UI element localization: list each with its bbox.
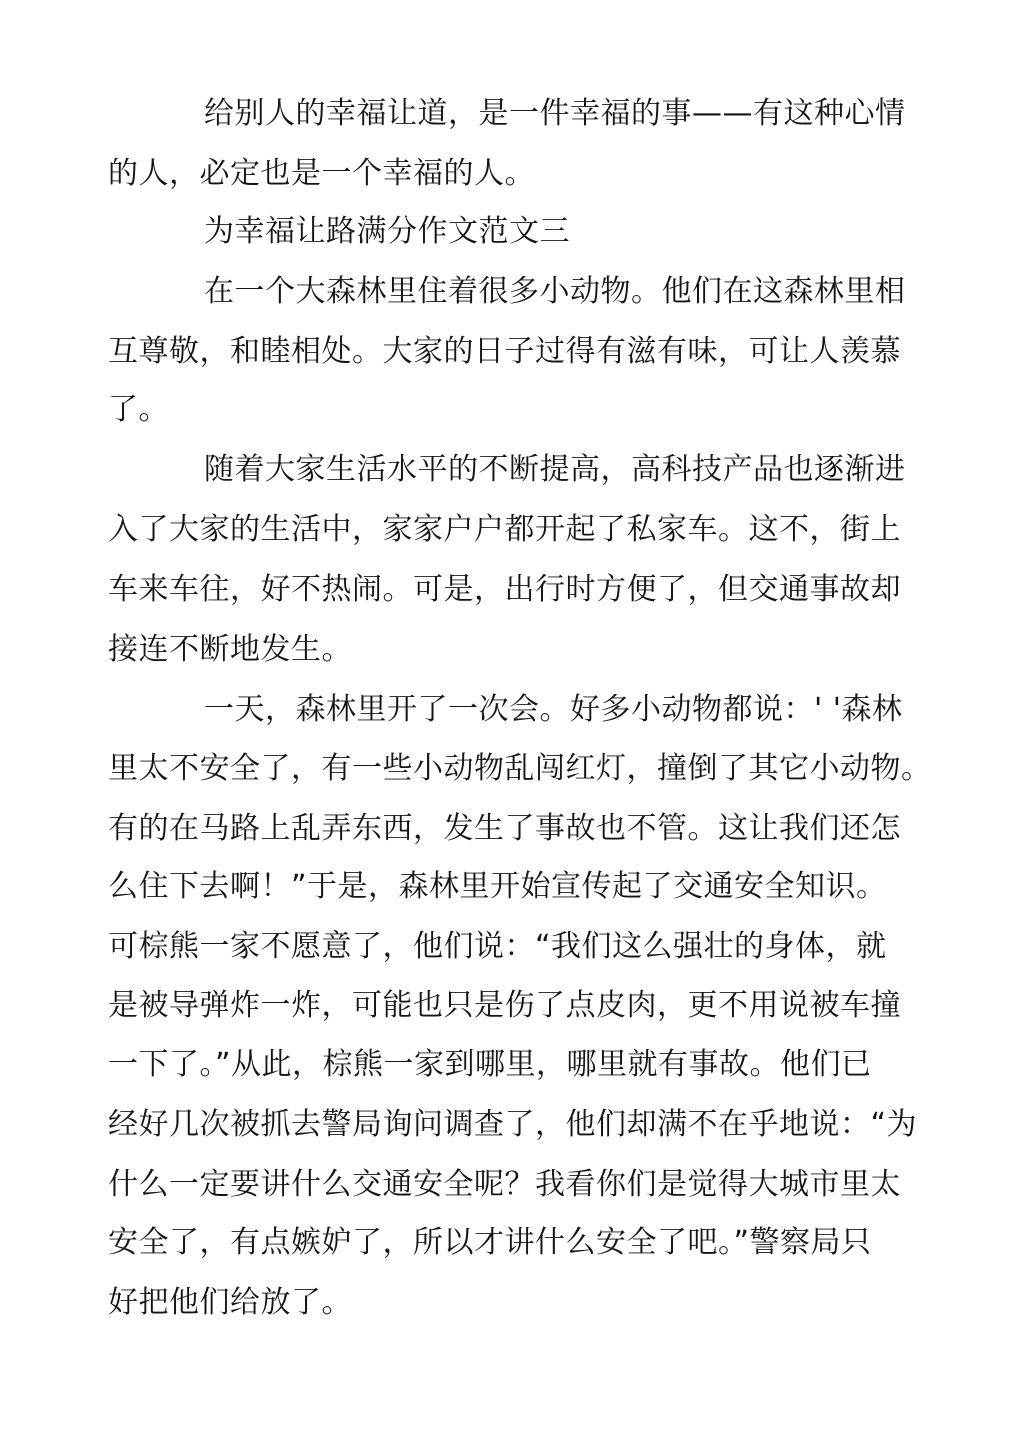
text-line: 有的在马路上乱弄东西，发生了事故也不管。这让我们还怎 bbox=[108, 811, 901, 846]
section-heading: 为幸福让路满分作文范文三 bbox=[204, 214, 570, 249]
text-line: 接连不断地发生。 bbox=[108, 632, 352, 667]
text-line: 的人，必定也是一个幸福的人。 bbox=[108, 156, 535, 191]
text-line: 是被导弹炸一炸，可能也只是伤了点皮肉，更不用说被车撞 bbox=[108, 988, 901, 1023]
text-line: 在一个大森林里住着很多小动物。他们在这森林里相 bbox=[204, 274, 906, 309]
text-line: 了。 bbox=[108, 392, 169, 427]
text-line: 可棕熊一家不愿意了，他们说：“我们这么强壮的身体，就 bbox=[108, 929, 887, 964]
text-line: 么住下去啊！”于是，森林里开始宣传起了交通安全知识。 bbox=[108, 869, 887, 904]
text-line: 随着大家生活水平的不断提高，高科技产品也逐渐进 bbox=[204, 452, 906, 487]
text-line: 互尊敬，和睦相处。大家的日子过得有滋有味，可让人羡慕 bbox=[108, 334, 901, 369]
text-line: 什么一定要讲什么交通安全呢？我看你们是觉得大城市里太 bbox=[108, 1167, 901, 1202]
text-line: 里太不安全了，有一些小动物乱闯红灯，撞倒了其它小动物。 bbox=[108, 751, 932, 786]
text-line: 车来车往，好不热闹。可是，出行时方便了，但交通事故却 bbox=[108, 572, 901, 607]
text-line: 入了大家的生活中，家家户户都开起了私家车。这不，街上 bbox=[108, 512, 901, 547]
text-line: 安全了，有点嫉妒了，所以才讲什么安全了吧。”警察局只 bbox=[108, 1225, 872, 1260]
text-line: 好把他们给放了。 bbox=[108, 1285, 352, 1320]
text-line: 经好几次被抓去警局询问调查了，他们却满不在乎地说：“为 bbox=[108, 1107, 918, 1142]
text-line: 给别人的幸福让道，是一件幸福的事——有这种心情 bbox=[204, 96, 906, 131]
text-line: 一天，森林里开了一次会。好多小动物都说：' '森林 bbox=[204, 692, 903, 727]
text-line: 一下了。”从此，棕熊一家到哪里，哪里就有事故。他们已 bbox=[108, 1047, 872, 1082]
